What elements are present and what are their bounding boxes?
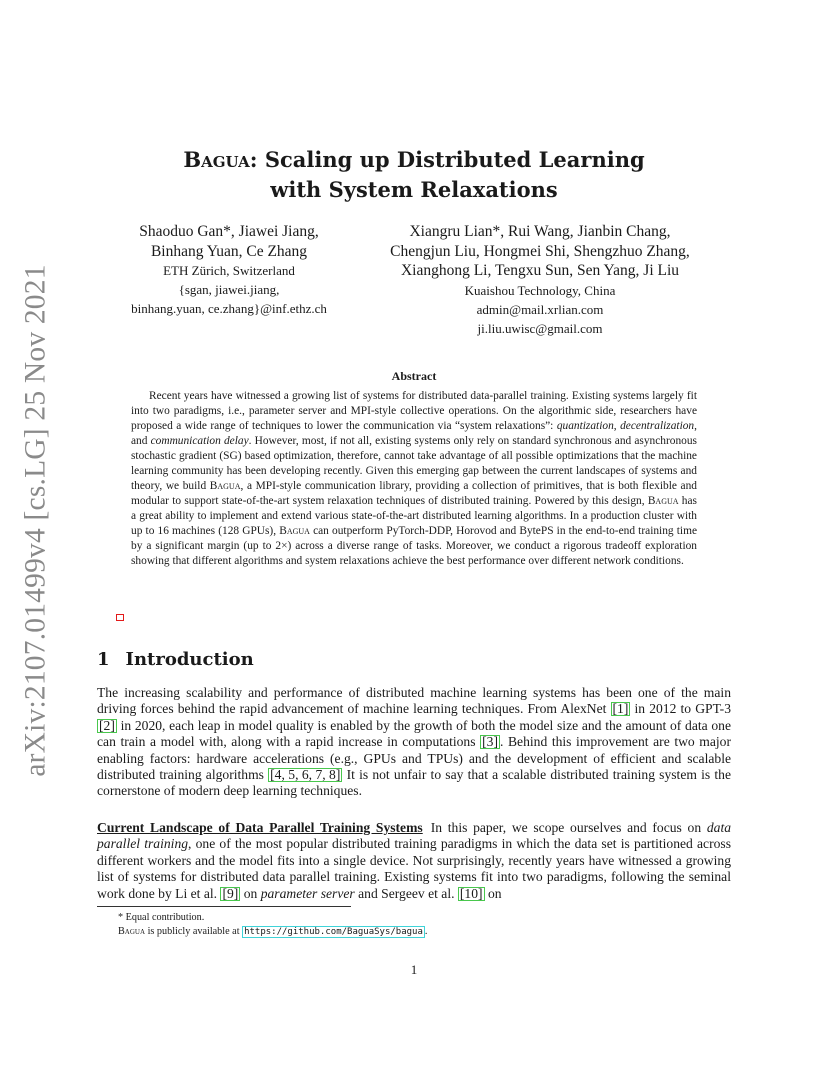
email: {sgan, jiawei.jiang, bbox=[178, 282, 280, 297]
email: binhang.yuan, ce.zhang}@inf.ethz.ch bbox=[131, 301, 327, 316]
email: ji.liu.uwisc@gmail.com bbox=[477, 320, 603, 336]
author-block-eth: Shaoduo Gan*, Jiawei Jiang, Binhang Yuan, Ce Zhang ETH Zürich, Switzerland {sgan, jiawei.jiang, binhang.yuan, ce.zhang}@inf.ethz.ch bbox=[100, 222, 358, 318]
citation-link[interactable]: [3] bbox=[482, 734, 498, 750]
footnotes bbox=[118, 911, 718, 939]
intro-paragraph-2: Current Landscape of Data Parallel Training Systems In this paper, we scope ourselves and focus on data parallel training, one of the most popular distributed training paradigms in which the data set is partitioned across different workers and the model fits into a single device. Not surprisingly, recently years have witnessed a growing list of systems for distributed data parallel training. Existing systems fit into two paradigms, following the seminal work done by Li et al. [9] on parameter server and Sergeev et al. [10] on bbox=[97, 820, 732, 901]
footnote-rule bbox=[97, 906, 351, 907]
page-number: 1 bbox=[410, 962, 418, 977]
abstract-heading: Abstract bbox=[391, 369, 437, 383]
paper-title: Bagua: Scaling up Distributed Learning with System Relaxations bbox=[183, 147, 645, 202]
citation-link[interactable]: [2] bbox=[99, 717, 115, 733]
author-block-kuaishou: Xiangru Lian*, Rui Wang, Jianbin Chang, Chengjun Liu, Hongmei Shi, Shengzhuo Zhang, Xianghong Li, Tengxu Sun, Sen Yang, Ji Liu Kuaishou Technology, China admin@mail.xrlian.com ji.liu.uwisc@gmail.com bbox=[360, 222, 720, 338]
section-heading: 1 Introduction bbox=[97, 649, 254, 670]
citation-link[interactable]: [10] bbox=[459, 885, 483, 901]
repository-url-link[interactable]: https://github.com/BaguaSys/bagua bbox=[244, 927, 423, 937]
footnote-link-marker[interactable] bbox=[116, 614, 124, 621]
affiliation: Kuaishou Technology, China bbox=[464, 282, 616, 298]
paragraph-run-in-heading: Current Landscape of Data Parallel Training Systems bbox=[97, 820, 423, 835]
citation-link[interactable]: [4, 5, 6, 7, 8] bbox=[270, 767, 341, 783]
footnote-equal-contribution: * Equal contribution. bbox=[118, 912, 205, 923]
footnote-availability: Bagua is publicly available at https://github.com/BaguaSys/bagua . bbox=[118, 926, 428, 937]
affiliation: ETH Zürich, Switzerland bbox=[163, 263, 295, 278]
citation-link[interactable]: [1] bbox=[612, 701, 629, 717]
arxiv-stamp: arXiv:2107.01499v4 [cs.LG] 25 Nov 2021 bbox=[19, 263, 52, 777]
citation-link[interactable]: [9] bbox=[222, 885, 239, 901]
title-system-name: Bagua bbox=[183, 147, 250, 172]
email: admin@mail.xrlian.com bbox=[476, 301, 604, 317]
intro-paragraph-1: The increasing scalability and performance of distributed machine learning systems has been one of the main driving forces behind the rapid advancement of machine learning techniques. From AlexNet [1] in 2012 to GPT-3 [2] in 2020, each leap in model quality is enabled by the growth of both the model size and the amount of data one can train a model with, along with a rapid increase in computations [3] . Behind this improvement are two major enabling factors: hardware accelerations (e.g., GPUs and TPUs) and the development of efficient and scalable distributed training algorithms [4, 5, 6, 7, 8] It is not unfair to say that a scalable distributed training system is the cornerstone of modern deep learning techniques. bbox=[97, 685, 732, 799]
abstract-text: Recent years have witnessed a growing list of systems for distributed data-parallel training. Existing systems largely fit into two paradigms, i.e., parameter server and MPI-style collective operations. On the algorithmic side, researchers have proposed a wide range of techniques to lower the communication via “system relaxations”: quantization, decentralization, and communication delay. However, most, if not all, existing systems only rely on standard synchronous and asynchronous stochastic gradient (SG) based optimization, therefore, cannot take advantage of all possible optimizations that the machine learning community has been developing recently. Given this emerging gap between the current landscapes of systems and theory, we build Bagua, a MPI-style communication library, providing a collection of primitives, that is both flexible and modular to support state-of-the-art system relaxation techniques of distributed training. Powered by this design, Bagua has a great ability to implement and extend various state-of-the-art distributed learning algorithms. In a production cluster with up to 16 machines (128 GPUs), Bagua can outperform PyTorch-DDP, Horovod and BytePS in the end-to-end training time by a significant margin (up to 2×) across a diverse range of tasks. Moreover, we conduct a rigorous tradeoff exploration showing that different algorithms and system relaxations achieve the best performance over different network conditions. bbox=[131, 390, 697, 567]
